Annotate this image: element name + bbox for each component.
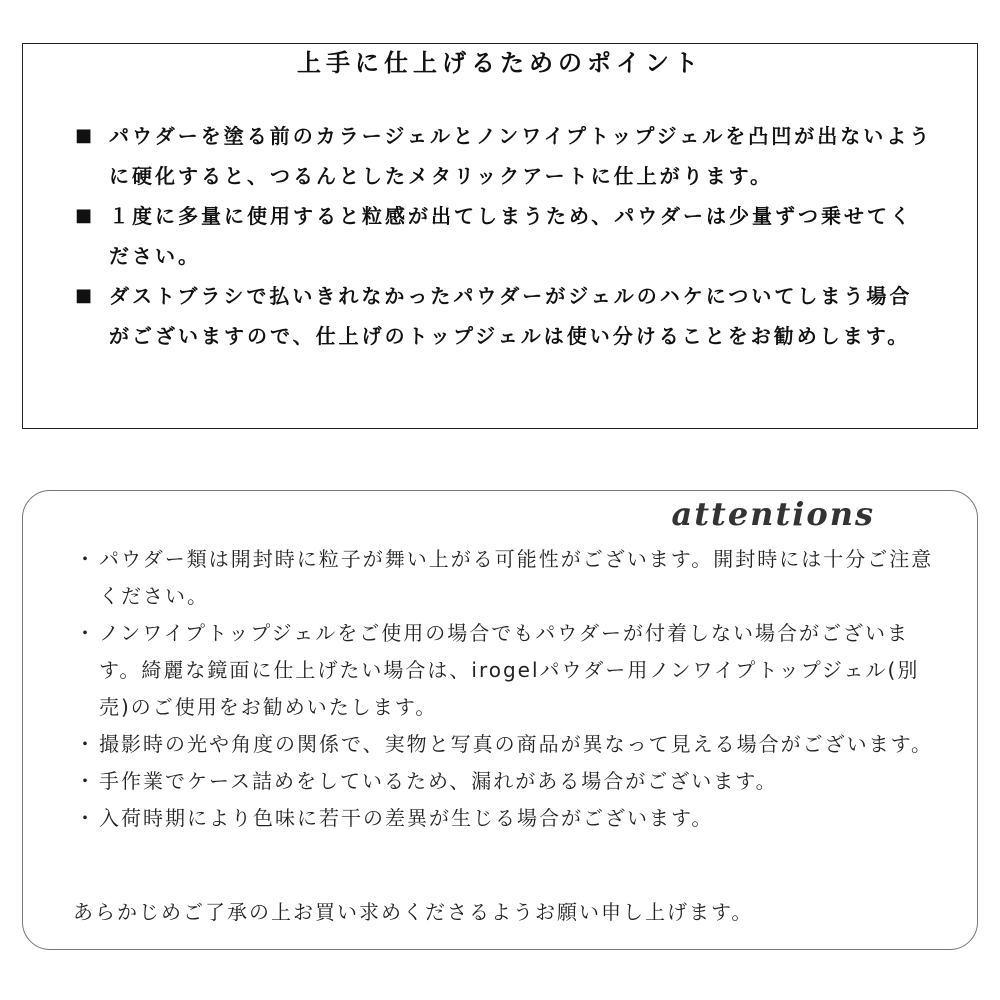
tips-title: 上手に仕上げるためのポイント: [261, 46, 739, 80]
tip-text: ダストブラシで払いきれなかったパウダーがジェルのハケについてしまう場合がございますので、仕上げのトップジェルは使い分けることをお勧めします。: [109, 284, 913, 348]
dot-bullet-icon: ・: [75, 769, 97, 793]
tips-list: [75, 116, 935, 356]
attentions-box: [22, 490, 978, 950]
square-bullet-icon: ■: [75, 125, 93, 146]
attention-item: [73, 615, 943, 726]
tip-item: [75, 196, 935, 276]
attention-item: [73, 763, 943, 800]
dot-bullet-icon: ・: [75, 547, 97, 571]
attention-text: 撮影時の光や角度の関係で、実物と写真の商品が異なって見える場合がございます。: [99, 732, 933, 756]
tip-text: パウダーを塗る前のカラージェルとノンワイプトップジェルを凸凹が出ないように硬化すると、つるんとしたメタリックアートに仕上がります。: [109, 124, 933, 188]
attention-text: 手作業でケース詰めをしているため、漏れがある場合がございます。: [99, 769, 778, 793]
attention-text: パウダー類は開封時に粒子が舞い上がる可能性がございます。開封時には十分ご注意ください。: [99, 547, 934, 608]
attention-text: 入荷時期により色味に若干の差異が生じる場合がございます。: [99, 806, 714, 830]
attention-item: [73, 726, 943, 763]
square-bullet-icon: ■: [75, 285, 93, 306]
dot-bullet-icon: ・: [75, 732, 97, 756]
attention-item: [73, 541, 943, 615]
closing-note: あらかじめご了承の上お買い求めくださるようお願い申し上げます。: [73, 900, 754, 924]
dot-bullet-icon: ・: [75, 621, 97, 645]
attention-text: ノンワイプトップジェルをご使用の場合でもパウダーが付着しない場合がございます。綺麗な鏡面に仕上げたい場合は、irogelパウダー用ノンワイプトップジェル(別売)のご使用をお勧めいたします。: [99, 621, 920, 719]
tip-text: １度に多量に使用すると粒感が出てしまうため、パウダーは少量ずつ乗せてください。: [109, 204, 913, 268]
tip-item: [75, 276, 935, 356]
square-bullet-icon: ■: [75, 205, 93, 226]
attentions-title: attentions: [650, 492, 897, 536]
attentions-list: [73, 541, 943, 837]
attention-item: [73, 800, 943, 837]
tip-item: [75, 116, 935, 196]
tips-box: [22, 43, 978, 429]
dot-bullet-icon: ・: [75, 806, 97, 830]
